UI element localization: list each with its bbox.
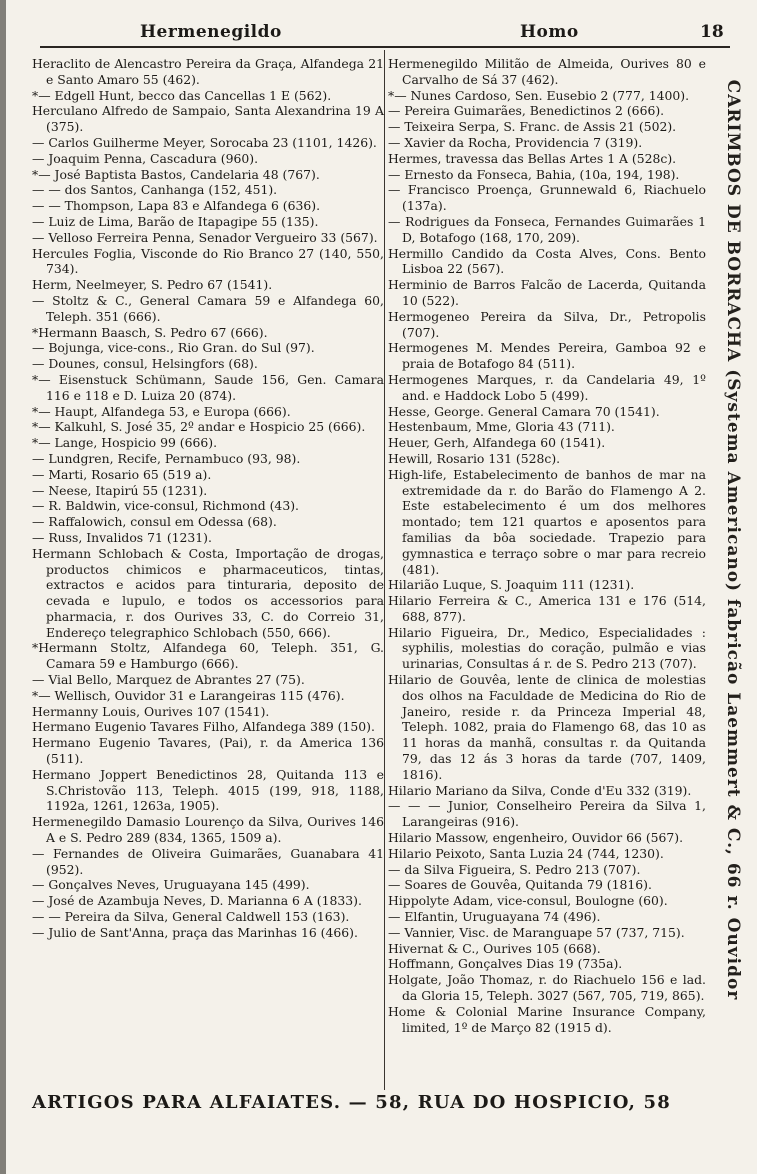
directory-entry: Hermanny Louis, Ourives 107 (1541). bbox=[32, 703, 270, 719]
directory-entry: Hippolyte Adam, vice-consul, Boulogne (60). bbox=[388, 893, 668, 909]
running-head-left: Hermenegildo bbox=[140, 22, 282, 42]
directory-entry: — Francisco Proença, Grunnewald 6, Riachuelo (137a). bbox=[388, 182, 706, 214]
directory-entry: — Vial Bello, Marquez de Abrantes 27 (75). bbox=[32, 672, 305, 688]
directory-entry: — Julio de Sant'Anna, praça das Marinhas 16 (466). bbox=[32, 924, 358, 940]
directory-entry: Hesse, George. General Camara 70 (1541). bbox=[388, 403, 660, 419]
directory-entry: *— Edgell Hunt, becco das Cancellas 1 E (562). bbox=[32, 87, 332, 103]
header-rule bbox=[40, 46, 730, 48]
directory-entry: *Hermann Baasch, S. Pedro 67 (666). bbox=[32, 324, 268, 340]
directory-entry: Hivernat & C., Ourives 105 (668). bbox=[388, 940, 601, 956]
binding-edge bbox=[0, 0, 6, 1174]
directory-entry: *— Nunes Cardoso, Sen. Eusebio 2 (777, 1400). bbox=[388, 87, 690, 103]
directory-entry: — Xavier da Rocha, Providencia 7 (319). bbox=[388, 134, 643, 150]
directory-entry: — Gonçalves Neves, Uruguayana 145 (499). bbox=[32, 877, 310, 893]
directory-entry: Hilario Mariano da Silva, Conde d'Eu 332 (319). bbox=[388, 782, 692, 798]
directory-entry: Hercules Foglia, Visconde do Rio Branco 27 (140, 550, 734). bbox=[32, 245, 384, 277]
directory-entry: Herminio de Barros Falcão de Lacerda, Quitanda 10 (522). bbox=[388, 277, 706, 308]
directory-entry: Hermes, travessa das Bellas Artes 1 A (528c). bbox=[388, 150, 677, 166]
directory-entry: — Rodrigues da Fonseca, Fernandes Guimarães 1 D, Botafogo (168, 170, 209). bbox=[388, 213, 706, 245]
directory-entry: Hilario de Gouvêa, lente de clinica de molestias dos olhos na Faculdade de Medicina do Rio de Janeiro, reside r. da Princeza Imperial 48, Teleph. 1082, praia do Flamengo 68, das 10 as 11 horas da manhã, consultas r. da Quitanda 79, das 12 ás 3 horas da tarde (707, 1409, 1816). bbox=[388, 672, 706, 782]
directory-entry: Herculano Alfredo de Sampaio, Santa Alexandrina 19 A (375). bbox=[32, 103, 384, 135]
directory-entry: — Elfantin, Uruguayana 74 (496). bbox=[388, 909, 601, 925]
directory-entry: Hermogenes Marques, r. da Candelaria 49, 1º and. e Haddock Lobo 5 (499). bbox=[388, 371, 706, 403]
directory-entry: Holgate, João Thomaz, r. do Riachuelo 156 e lad. da Gloria 15, Teleph. 3027 (567, 705, 719, 865). bbox=[388, 972, 706, 1004]
directory-entry: Home & Colonial Marine Insurance Company, limited, 1º de Março 82 (1915 d). bbox=[388, 1003, 706, 1035]
directory-entry: — Stoltz & C., General Camara 59 e Alfandega 60, Teleph. 351 (666). bbox=[32, 292, 384, 324]
directory-entry: Hermogeneo Pereira da Silva, Dr., Petropolis (707). bbox=[388, 308, 706, 340]
directory-entry: — — dos Santos, Canhanga (152, 451). bbox=[32, 182, 278, 198]
directory-entry: — Marti, Rosario 65 (519 a). bbox=[32, 466, 212, 482]
right-column bbox=[388, 56, 706, 1035]
directory-entry: Heuer, Gerh, Alfandega 60 (1541). bbox=[388, 435, 606, 451]
directory-entry: Hermenegildo Militão de Almeida, Ourives 80 e Carvalho de Sá 37 (462). bbox=[388, 56, 706, 87]
directory-entry: Hermillo Candido da Costa Alves, Cons. Bento Lisboa 22 (567). bbox=[388, 245, 706, 277]
directory-entry: — Ernesto da Fonseca, Bahia, (10a, 194, 198). bbox=[388, 166, 680, 182]
directory-entry: — Vannier, Visc. de Maranguape 57 (737, 715). bbox=[388, 924, 685, 940]
directory-entry: Hermann Schlobach & Costa, Importação de drogas, productos chimicos e pharmaceuticos, tintas, extractos e acidos para tinturaria, deposito de cevada e lupulo, e todos os accessorios para pharmacia, r. dos Ourives 33, C. do Correio 31, Endereço telegraphico Schlobach (550, 666). bbox=[32, 545, 384, 640]
directory-entry: *— Wellisch, Ouvidor 31 e Larangeiras 115 (476). bbox=[32, 687, 345, 703]
directory-entry: — Soares de Gouvêa, Quitanda 79 (1816). bbox=[388, 877, 652, 893]
directory-entry: *— José Baptista Bastos, Candelaria 48 (767). bbox=[32, 166, 320, 182]
directory-entry: Hilario Massow, engenheiro, Ouvidor 66 (567). bbox=[388, 830, 684, 846]
directory-entry: *Hermann Stoltz, Alfandega 60, Teleph. 351, G. Camara 59 e Hamburgo (666). bbox=[32, 640, 384, 672]
directory-entry: Hilario Figueira, Dr., Medico, Especialidades : syphilis, molestias do coração, pulmão e vias urinarias, Consultas á r. de S. Pedro 213 (707). bbox=[388, 624, 706, 672]
directory-entry: — Joaquim Penna, Cascadura (960). bbox=[32, 150, 259, 166]
left-column bbox=[32, 56, 384, 941]
directory-entry: — Velloso Ferreira Penna, Senador Vergueiro 33 (567). bbox=[32, 229, 378, 245]
directory-entry: — Raffalowich, consul em Odessa (68). bbox=[32, 514, 277, 530]
directory-entry: — Dounes, consul, Helsingfors (68). bbox=[32, 356, 258, 372]
directory-entry: Heraclito de Alencastro Pereira da Graça, Alfandega 21 e Santo Amaro 55 (462). bbox=[32, 56, 384, 87]
directory-entry: Hermano Eugenio Tavares, (Pai), r. da America 136 (511). bbox=[32, 735, 384, 767]
directory-entry: Hermogenes M. Mendes Pereira, Gamboa 92 e praia de Botafogo 84 (511). bbox=[388, 340, 706, 372]
directory-entry: — Bojunga, vice-cons., Rio Gran. do Sul (97). bbox=[32, 340, 315, 356]
directory-entry: Hermano Eugenio Tavares Filho, Alfandega 389 (150). bbox=[32, 719, 375, 735]
directory-entry: *— Eisenstuck Schümann, Saude 156, Gen. Camara 116 e 118 e D. Luiza 20 (874). bbox=[32, 371, 384, 403]
directory-entry: Hestenbaum, Mme, Gloria 43 (711). bbox=[388, 419, 615, 435]
directory-entry: Hilarião Luque, S. Joaquim 111 (1231). bbox=[388, 577, 635, 593]
directory-entry: *— Lange, Hospicio 99 (666). bbox=[32, 435, 218, 451]
directory-entry: Hermano Joppert Benedictinos 28, Quitanda 113 e S.Christovão 113, Teleph. 4015 (199, 918, 1188, 1192a, 1261, 1263a, 1905). bbox=[32, 766, 384, 814]
directory-entry: — Neese, Itapirú 55 (1231). bbox=[32, 482, 208, 498]
directory-entry: — Russ, Invalidos 71 (1231). bbox=[32, 529, 212, 545]
footer-advertisement: ARTIGOS PARA ALFAIATES. — 58, RUA DO HOSPICIO, 58 bbox=[32, 1092, 671, 1113]
directory-entry: — — — Junior, Conselheiro Pereira da Silva 1, Larangeiras (916). bbox=[388, 798, 706, 830]
directory-entry: — — Pereira da Silva, General Caldwell 153 (163). bbox=[32, 909, 350, 925]
directory-entry: — Lundgren, Recife, Pernambuco (93, 98). bbox=[32, 450, 301, 466]
directory-entry: — Fernandes de Oliveira Guimarães, Guanabara 41 (952). bbox=[32, 845, 384, 877]
directory-entry: High-life, Estabelecimento de banhos de mar na extremidade da r. do Barão do Flamengo A 2. Este estabelecimento é um dos melhores montado; tem 121 quartos e aposentos para familias da bôa sociedade. Trapezio para gymnastica e terraço sobre o mar para recreio (481). bbox=[388, 466, 706, 577]
column-divider bbox=[384, 50, 385, 1090]
directory-entry: — — Thompson, Lapa 83 e Alfandega 6 (636). bbox=[32, 198, 321, 214]
directory-entry: — da Silva Figueira, S. Pedro 213 (707). bbox=[388, 861, 641, 877]
directory-entry: — R. Baldwin, vice-consul, Richmond (43). bbox=[32, 498, 299, 514]
directory-entry: Herm, Neelmeyer, S. Pedro 67 (1541). bbox=[32, 277, 273, 293]
running-head-right: Homo bbox=[520, 22, 579, 42]
directory-entry: — José de Azambuja Neves, D. Marianna 6 A (1833). bbox=[32, 893, 362, 909]
side-advertisement bbox=[715, 80, 751, 1000]
directory-entry: *— Kalkuhl, S. José 35, 2º andar e Hospicio 25 (666). bbox=[32, 419, 366, 435]
directory-entry: — Teixeira Serpa, S. Franc. de Assis 21 (502). bbox=[388, 119, 677, 135]
directory-entry: — Luiz de Lima, Barão de Itapagipe 55 (135). bbox=[32, 213, 319, 229]
directory-entry: Hilario Peixoto, Santa Luzia 24 (744, 1230). bbox=[388, 845, 664, 861]
side-ad-text: CARIMBOS DE BORRACHA (Systema Americano) fabricão Laemmert & C., 66 r. Ouvidor bbox=[723, 79, 743, 1001]
directory-entry: Hoffmann, Gonçalves Dias 19 (735a). bbox=[388, 956, 623, 972]
directory-entry: — Carlos Guilherme Meyer, Sorocaba 23 (1101, 1426). bbox=[32, 134, 377, 150]
directory-entry: *— Haupt, Alfandega 53, e Europa (666). bbox=[32, 403, 291, 419]
page-number: 18 bbox=[700, 22, 724, 42]
directory-entry: — Pereira Guimarães, Benedictinos 2 (666). bbox=[388, 103, 665, 119]
directory-entry: Hermenegildo Damasio Lourenço da Silva, Ourives 146 A e S. Pedro 289 (834, 1365, 1509 a). bbox=[32, 814, 384, 846]
directory-entry: Hilario Ferreira & C., America 131 e 176 (514, 688, 877). bbox=[388, 593, 706, 624]
directory-entry: Hewill, Rosario 131 (528c). bbox=[388, 450, 561, 466]
